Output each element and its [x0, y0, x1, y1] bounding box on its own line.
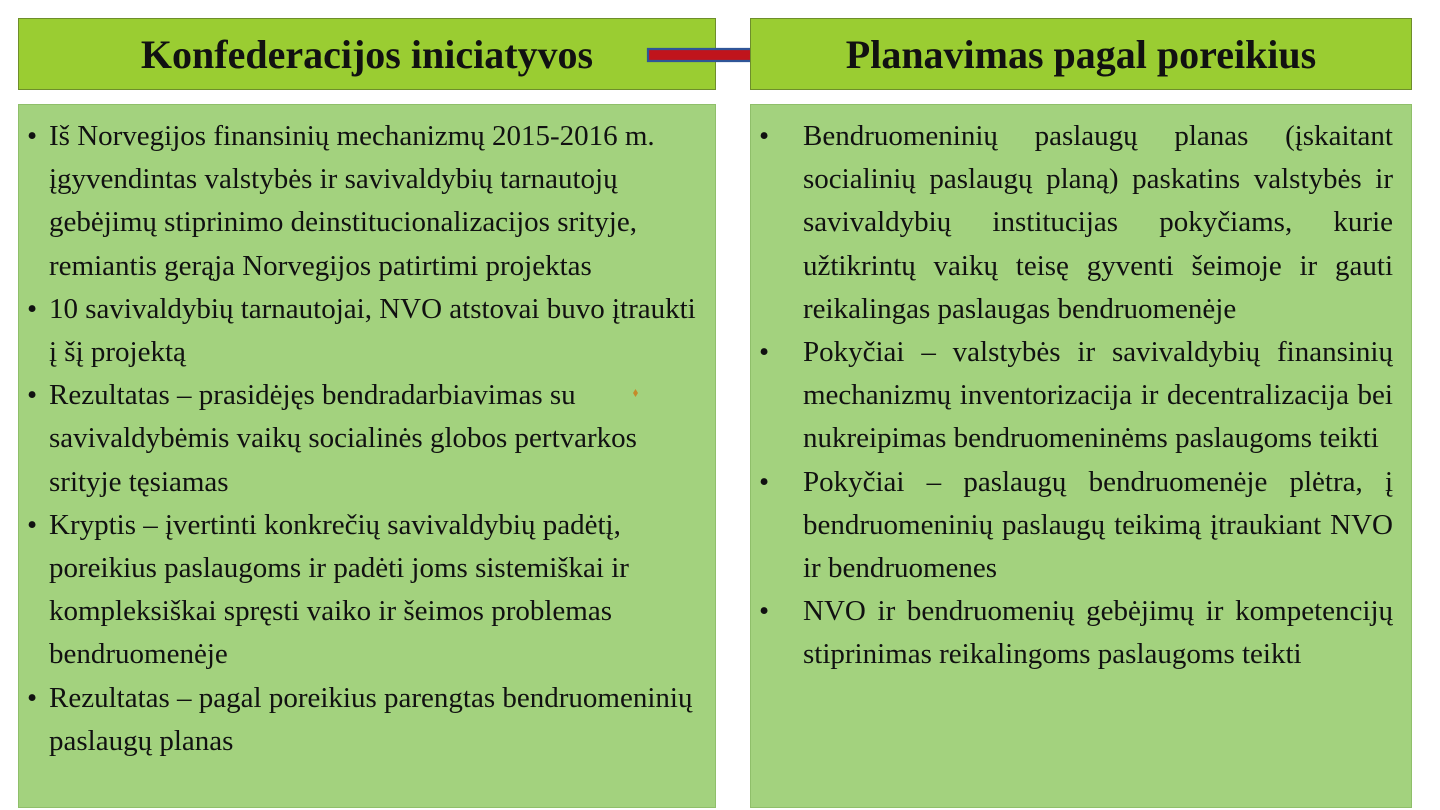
list-item: • Rezultatas – pagal poreikius parengtas bendruomeninių paslaugų planas	[49, 677, 703, 763]
bullet-icon: •	[27, 681, 38, 714]
list-item: • Bendruomeninių paslaugų planas (įskaitant socialinių paslaugų planą) paskatins valstybės ir savivaldybių institucijas pokyčiams, kurie užtikrintų vaikų teisę gyventi šeimoje ir gauti reikalingas paslaugas bendruomenėje	[803, 115, 1393, 331]
list-item: • Iš Norvegijos finansinių mechanizmų 2015-2016 m. įgyvendintas valstybės ir savivaldybių tarnautojų gebėjimų stiprinimo deinstitucionalizacijos srityje, remiantis gerąja Norvegijos patirtimi projektas	[49, 115, 703, 288]
bullet-icon: •	[27, 379, 38, 412]
bullet-icon: •	[759, 120, 770, 152]
list-item: • Pokyčiai – valstybės ir savivaldybių finansinių mechanizmų inventorizacija ir decentralizacija bei nukreipimas bendruomeninėms paslaugoms teikti	[803, 331, 1393, 461]
bullet-icon: •	[759, 465, 770, 498]
bullet-icon: •	[27, 508, 38, 541]
header-right-title: Planavimas pagal poreikius	[845, 31, 1317, 77]
bullet-icon: •	[27, 120, 38, 152]
header-konfederacijos	[18, 18, 716, 90]
header-left-title: Konfederacijos iniciatyvos	[140, 31, 594, 77]
list-item: • Pokyčiai – paslaugų bendruomenėje plėtra, į bendruomeninių paslaugų teikimą įtraukiant NVO ir bendruomenes	[803, 461, 1393, 591]
bullet-icon: •	[759, 336, 770, 369]
panel-konfederacijos	[18, 104, 716, 808]
panel-planavimas	[750, 104, 1412, 808]
list-item: • Kryptis – įvertinti konkrečių savivaldybių padėtį, poreikius paslaugoms ir padėti joms sistemiškai ir kompleksiškai spręsti vaiko ir šeimos problemas bendruomenėje	[49, 504, 703, 677]
header-planavimas	[750, 18, 1412, 90]
bullet-icon: •	[759, 595, 770, 628]
list-item: • 10 savivaldybių tarnautojai, NVO atstovai buvo įtraukti į šį projektą	[49, 288, 703, 374]
list-item: • Rezultatas – prasidėjęs bendradarbiavimas su savivaldybėmis vaikų socialinės globos pertvarkos srityje tęsiamas	[49, 374, 703, 504]
bullet-icon: •	[27, 292, 38, 325]
list-item: • NVO ir bendruomenių gebėjimų ir kompetencijų stiprinimas reikalingoms paslaugoms teikti	[803, 590, 1393, 676]
diamond-marker-icon	[633, 389, 638, 397]
